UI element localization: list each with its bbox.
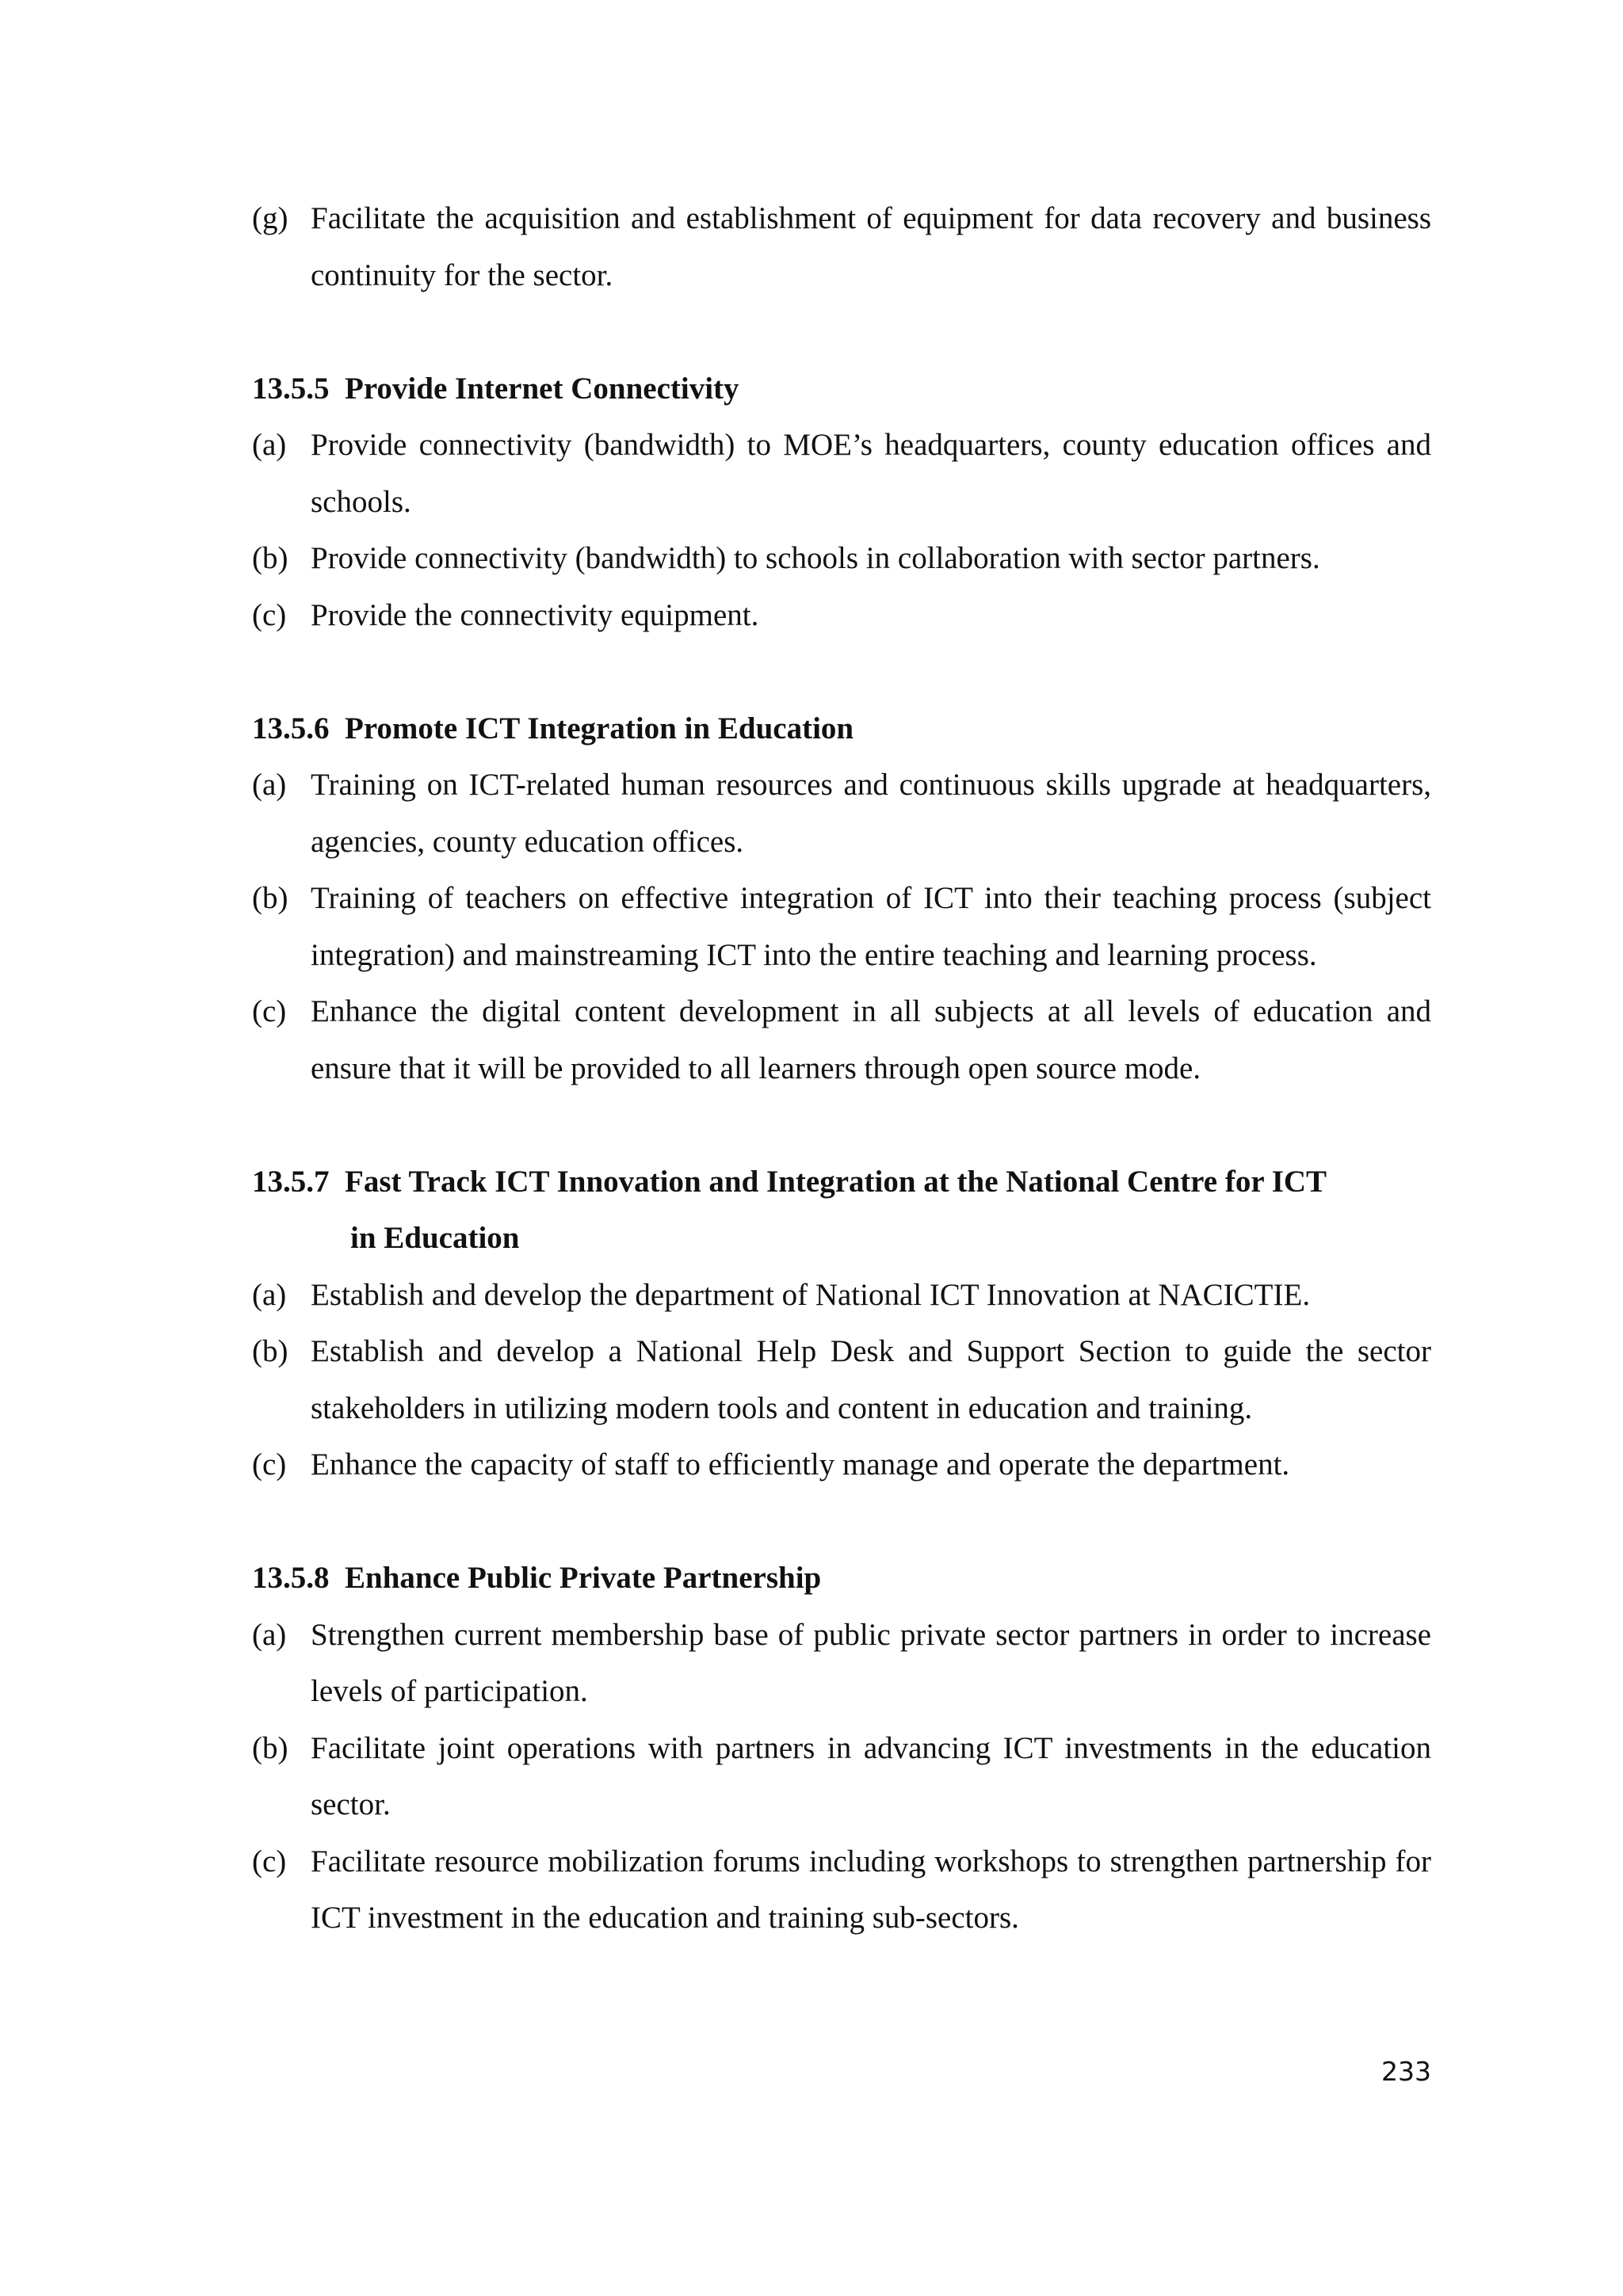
item-label: (a) bbox=[252, 428, 287, 462]
list-item bbox=[252, 1436, 1431, 1493]
item-text: Establish and develop the department of National ICT Innovation at NACICTIE. bbox=[311, 1277, 1311, 1312]
list-item bbox=[252, 757, 1431, 870]
section-number: 13.5.7 bbox=[252, 1164, 330, 1199]
item-label: (c) bbox=[252, 597, 287, 632]
section-heading bbox=[252, 1154, 1431, 1267]
section-heading bbox=[252, 1550, 1431, 1607]
item-label: (a) bbox=[252, 768, 287, 802]
list-item bbox=[252, 530, 1431, 587]
list-item bbox=[252, 1323, 1431, 1436]
list-item bbox=[252, 983, 1431, 1097]
item-label: (a) bbox=[252, 1277, 287, 1312]
section-title: Provide Internet Connectivity bbox=[345, 371, 739, 406]
item-text: Training of teachers on effective integration of ICT into their teaching process (subject integration) and mainstreaming ICT into the entire teaching and learning process. bbox=[311, 881, 1431, 972]
item-text: Enhance the digital content development in all subjects at all levels of education and ensure that it will be provided to all learners through open source mode. bbox=[311, 994, 1431, 1085]
section-title: Enhance Public Private Partnership bbox=[345, 1561, 822, 1595]
item-text: Facilitate joint operations with partners in advancing ICT investments in the education sector. bbox=[311, 1730, 1431, 1821]
item-text: Facilitate the acquisition and establishment of equipment for data recovery and business continuity for the sector. bbox=[311, 201, 1431, 292]
section-number: 13.5.5 bbox=[252, 371, 330, 406]
item-label: (c) bbox=[252, 1447, 287, 1482]
item-text: Establish and develop a National Help Desk and Support Section to guide the sector stakeholders in utilizing modern tools and content in education and training. bbox=[311, 1334, 1431, 1425]
list-item bbox=[252, 870, 1431, 983]
page-content bbox=[252, 190, 1431, 1947]
section-title: Promote ICT Integration in Education bbox=[345, 711, 854, 746]
page-number: 233 bbox=[1381, 2056, 1431, 2087]
item-text: Enhance the capacity of staff to efficiently manage and operate the department. bbox=[311, 1447, 1290, 1482]
list-item bbox=[252, 1267, 1431, 1324]
section-heading bbox=[252, 700, 1431, 757]
item-text: Training on ICT-related human resources and continuous skills upgrade at headquarters, agencies, county education offices. bbox=[311, 768, 1431, 859]
item-text: Facilitate resource mobilization forums including workshops to strengthen partnership for ICT investment in the education and training sub-sectors. bbox=[311, 1844, 1431, 1935]
list-item bbox=[252, 417, 1431, 530]
section-title: Fast Track ICT Innovation and Integration at the National Centre for ICT bbox=[345, 1164, 1327, 1199]
item-label: (b) bbox=[252, 1730, 288, 1765]
list-item bbox=[252, 1607, 1431, 1720]
item-label: (c) bbox=[252, 1844, 287, 1878]
list-item bbox=[252, 1833, 1431, 1947]
item-text: Provide the connectivity equipment. bbox=[311, 597, 759, 632]
item-label: (a) bbox=[252, 1617, 287, 1652]
section-number: 13.5.6 bbox=[252, 711, 330, 746]
section-heading bbox=[252, 360, 1431, 418]
item-label: (g) bbox=[252, 201, 288, 235]
item-text: Provide connectivity (bandwidth) to MOE’s headquarters, county education offices and schools. bbox=[311, 428, 1431, 519]
list-item bbox=[252, 190, 1431, 303]
item-label: (b) bbox=[252, 881, 288, 915]
list-item bbox=[252, 1720, 1431, 1833]
item-label: (c) bbox=[252, 994, 287, 1028]
item-label: (b) bbox=[252, 1334, 288, 1368]
section-number: 13.5.8 bbox=[252, 1561, 330, 1595]
item-label: (b) bbox=[252, 541, 288, 575]
item-text: Provide connectivity (bandwidth) to schools in collaboration with sector partners. bbox=[311, 541, 1320, 575]
section-title-continued: in Education bbox=[350, 1221, 520, 1255]
list-item bbox=[252, 587, 1431, 644]
item-text: Strengthen current membership base of public private sector partners in order to increase levels of participation. bbox=[311, 1617, 1431, 1708]
